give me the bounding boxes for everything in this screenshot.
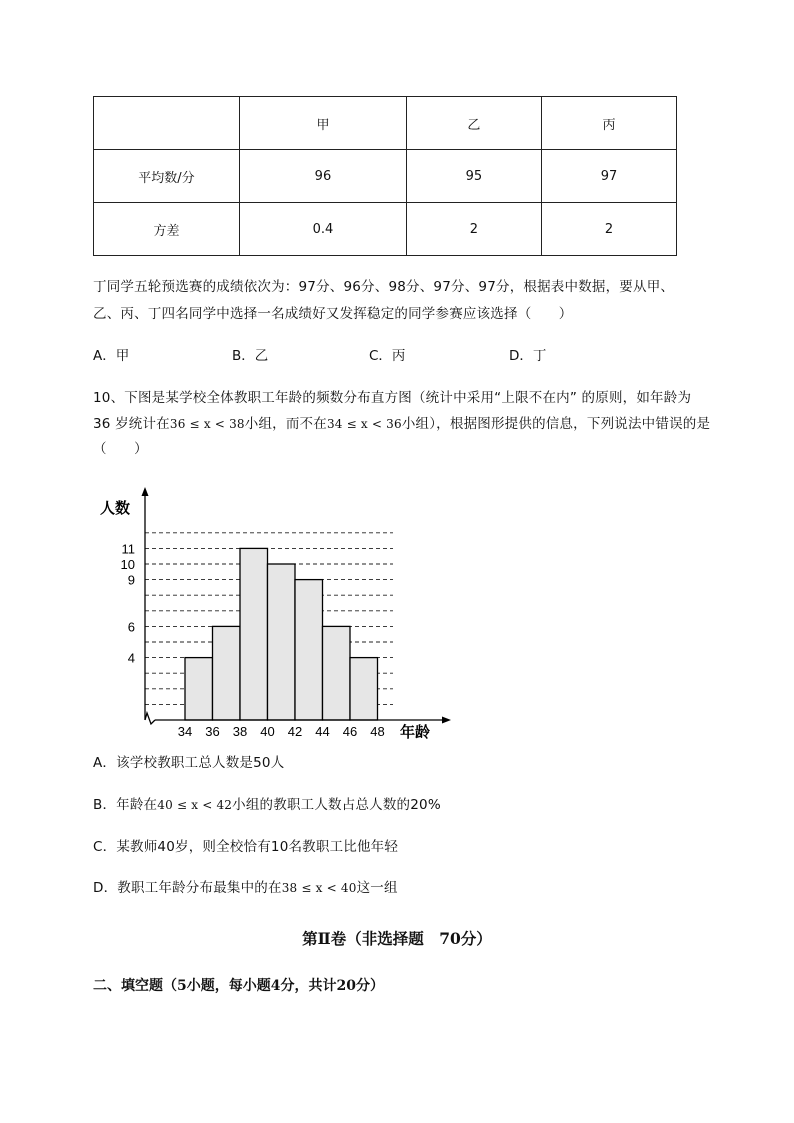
histogram-bar-42-44 bbox=[295, 580, 323, 720]
q10-optb-part-b: 小组的教职工人数占总人数的20% bbox=[232, 797, 441, 813]
header-cell-bing: 丙 bbox=[541, 97, 676, 150]
part2-title: 第Ⅱ卷（非选择题 70分） bbox=[302, 929, 492, 948]
x-axis-label: 年龄 bbox=[400, 724, 431, 741]
table-corner-cell bbox=[94, 97, 240, 150]
q9-text-line1: 丁同学五轮预选赛的成绩依次为：97分、96分、98分、97分、97分，根据表中数据，要从甲、 bbox=[93, 279, 675, 295]
row-label-variance: 方差 bbox=[94, 203, 240, 256]
y-tick-labels bbox=[121, 541, 135, 665]
q10-math-inequality-1: 36 ≤ x < 38 bbox=[169, 417, 245, 431]
cell-var-bing: 2 bbox=[541, 203, 676, 256]
q10-line2-part-b: 小组，而不在 bbox=[244, 416, 327, 432]
score-table bbox=[93, 96, 677, 256]
x-tick-label: 34 bbox=[177, 724, 193, 739]
header-cell-jia: 甲 bbox=[240, 97, 407, 150]
y-axis-arrow-icon bbox=[142, 487, 149, 496]
x-tick-label: 38 bbox=[232, 724, 248, 739]
cell-mean-bing: 97 bbox=[541, 150, 676, 203]
y-axis-label: 人数 bbox=[100, 500, 131, 517]
x-tick-label: 48 bbox=[370, 724, 385, 739]
header-cell-yi: 乙 bbox=[406, 97, 541, 150]
table-row bbox=[94, 150, 677, 203]
table-header-row bbox=[94, 97, 677, 150]
x-tick-label: 46 bbox=[342, 724, 358, 739]
cell-var-jia: 0.4 bbox=[240, 203, 407, 256]
q10-optb-part-a: B．年龄在 bbox=[93, 797, 158, 813]
q10-option-b bbox=[93, 793, 441, 813]
y-tick-label: 10 bbox=[120, 557, 135, 572]
x-tick-label: 44 bbox=[315, 724, 330, 739]
age-histogram bbox=[93, 484, 473, 746]
x-tick-label: 42 bbox=[287, 724, 303, 739]
q10-line2-part-a: 36 岁统计在 bbox=[93, 416, 170, 432]
y-tick-label: 9 bbox=[127, 572, 135, 588]
q10-option-a: A．该学校教职工总人数是50人 bbox=[93, 755, 285, 771]
x-axis-arrow-icon bbox=[442, 717, 451, 724]
cell-var-yi: 2 bbox=[406, 203, 541, 256]
y-tick-label: 6 bbox=[127, 619, 135, 635]
q10-optd-part-a: D．教职工年龄分布最集中的在 bbox=[93, 880, 282, 896]
y-tick-label: 4 bbox=[127, 650, 135, 666]
row-label-mean: 平均数/分 bbox=[94, 150, 240, 203]
q9-option-b: B．乙 bbox=[232, 348, 269, 364]
x-tick-labels bbox=[178, 724, 385, 739]
q9-text-line2: 乙、丙、丁四名同学中选择一名成绩好又发挥稳定的同学参赛应该选择（ ） bbox=[93, 306, 573, 322]
q10-optd-part-b: 这一组 bbox=[356, 880, 398, 896]
q10-text-line2 bbox=[93, 412, 710, 432]
axis-break-icon bbox=[145, 713, 155, 724]
histogram-bar-34-36 bbox=[185, 658, 213, 720]
q10-optd-math: 38 ≤ x < 40 bbox=[281, 881, 357, 895]
q10-option-c: C．某教师40岁，则全校恰有10名教职工比他年轻 bbox=[93, 839, 399, 855]
q10-text-line1: 10、下图是某学校全体教职工年龄的频数分布直方图（统计中采用“上限不在内” 的原则，如年龄为 bbox=[93, 390, 692, 406]
histogram-bars bbox=[185, 548, 378, 720]
y-tick-label: 11 bbox=[121, 541, 135, 557]
q9-option-d: D．丁 bbox=[509, 348, 547, 364]
histogram-bar-36-38 bbox=[213, 626, 241, 720]
histogram-bar-40-42 bbox=[268, 564, 296, 720]
q10-optb-math: 40 ≤ x < 42 bbox=[157, 798, 233, 812]
histogram-bar-38-40 bbox=[240, 548, 268, 720]
histogram-bar-44-46 bbox=[323, 626, 351, 720]
x-tick-label: 36 bbox=[205, 724, 220, 739]
section-fill-in-title: 二、填空题（5小题，每小题4分，共计20分） bbox=[93, 978, 384, 994]
q9-option-a: A．甲 bbox=[93, 348, 130, 364]
x-tick-label: 40 bbox=[260, 724, 275, 739]
q10-option-d bbox=[93, 876, 398, 896]
histogram-bar-46-48 bbox=[350, 658, 378, 720]
table-row bbox=[94, 203, 677, 256]
cell-mean-jia: 96 bbox=[240, 150, 407, 203]
q10-line2-part-c: 小组），根据图形提供的信息，下列说法中错误的是 bbox=[401, 416, 711, 432]
q10-text-line3: （ ） bbox=[93, 441, 148, 457]
q9-option-c: C．丙 bbox=[369, 348, 406, 364]
cell-mean-yi: 95 bbox=[406, 150, 541, 203]
q10-math-inequality-2: 34 ≤ x < 36 bbox=[326, 417, 402, 431]
